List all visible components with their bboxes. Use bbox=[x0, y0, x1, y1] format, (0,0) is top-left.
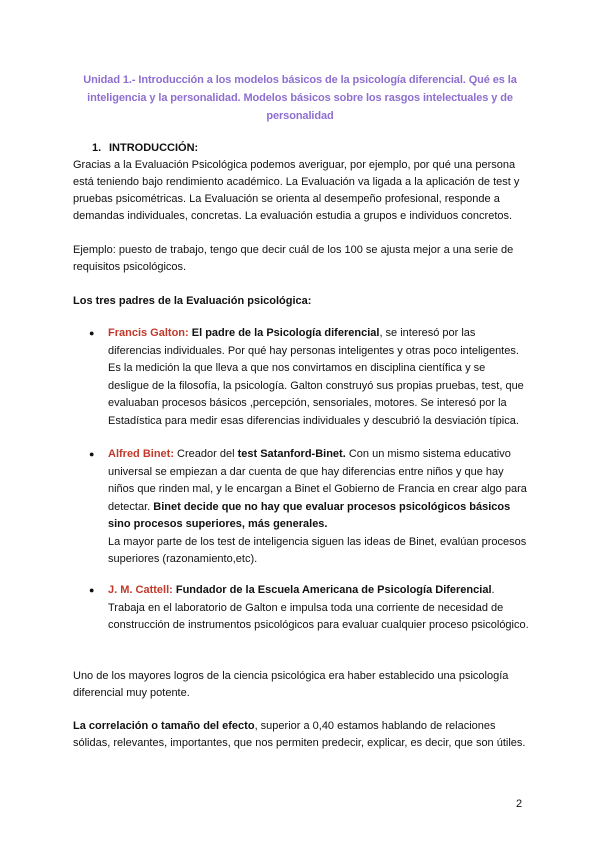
bullet-icon: ● bbox=[89, 449, 95, 459]
document-title: Unidad 1.- Introducción a los modelos básicos de la psicología diferencial. Qué es la inteligencia y la personalidad. Modelos básicos sobre los rasgos intelectuales y de personalidad bbox=[83, 74, 517, 122]
fathers-heading: Los tres padres de la Evaluación psicológica: bbox=[73, 295, 312, 307]
section-heading-text: INTRODUCCIÓN: bbox=[109, 142, 199, 154]
list-item bbox=[89, 582, 529, 635]
bold-text-2: Binet decide que no hay que evaluar procesos psicológicos básicos sino procesos superiores, más generales. bbox=[108, 500, 511, 530]
item-text: Con un mismo sistema educativo universal se empiezan a dar cuenta de que hay diferencias entre niños y que hay niños que rinden mal, y le encargan a Binet el Gobierno de Francia en crear algo para detectar. bbox=[108, 448, 527, 513]
person-name: Alfred Binet: bbox=[108, 448, 174, 460]
person-name: J. M. Cattell: bbox=[108, 584, 173, 596]
item-text: , se interesó por las diferencias individuales. Por qué hay personas inteligentes y otras poco inteligentes. Es la medición la que lleva a que nos convirtamos en disciplina científica y se desligue de la filosofía, la psicología. Galton construyó sus propias pruebas, test, que evaluaban procesos básicos ,percepción, sensoriales, motores. Se interesó por la Estadística para medir esas diferencias individuales y descubrió la desviación típica. bbox=[108, 327, 524, 427]
bold-text: test Satanford-Binet. bbox=[237, 448, 346, 460]
intro-paragraph: Gracias a la Evaluación Psicológica podemos averiguar, por ejemplo, por qué una persona está teniendo bajo rendimiento académico. La Evaluación va ligada a la aplicación de test y pruebas psicométricas. La Evaluación se orienta al desempeño profesional, responde a demandas individuales, concretas. La evaluación estudia a grupos e individuos concretos. bbox=[73, 159, 520, 222]
item-extra: La mayor parte de los test de inteligencia siguen las ideas de Binet, evalúan procesos superiores (razonamiento,etc). bbox=[108, 535, 527, 565]
section-number: 1. bbox=[92, 142, 102, 154]
person-name: Francis Galton: bbox=[108, 327, 189, 339]
page-number: 2 bbox=[516, 798, 523, 810]
item-pre: Creador del bbox=[174, 448, 238, 460]
achievements-paragraph: Uno de los mayores logros de la ciencia psicológica era haber establecido una psicología diferencial muy potente. bbox=[73, 670, 509, 699]
correlation-paragraph bbox=[73, 718, 531, 752]
example-paragraph: Ejemplo: puesto de trabajo, tengo que decir cuál de los 100 se ajusta mejor a una serie de requisitos psicológicos. bbox=[73, 244, 514, 273]
bullet-icon: ● bbox=[89, 328, 95, 338]
correlation-text: , superior a 0,40 estamos hablando de relaciones sólidas, relevantes, importantes, que nos permiten predecir, explicar, es decir, que son útiles. bbox=[73, 720, 526, 749]
bullet-icon: ● bbox=[89, 585, 95, 595]
bold-text: Fundador de la Escuela Americana de Psicología Diferencial bbox=[172, 584, 492, 596]
list-item bbox=[89, 325, 529, 430]
section-heading bbox=[92, 140, 198, 157]
correlation-bold: La correlación o tamaño del efecto bbox=[73, 720, 255, 732]
bold-text: El padre de la Psicología diferencial bbox=[191, 327, 380, 339]
list-item bbox=[89, 446, 529, 569]
item-text: . Trabaja en el laboratorio de Galton e impulsa toda una corriente de necesidad de construcción de instrumentos psicológicos para evaluar cualquier proceso psicológico. bbox=[108, 584, 529, 631]
